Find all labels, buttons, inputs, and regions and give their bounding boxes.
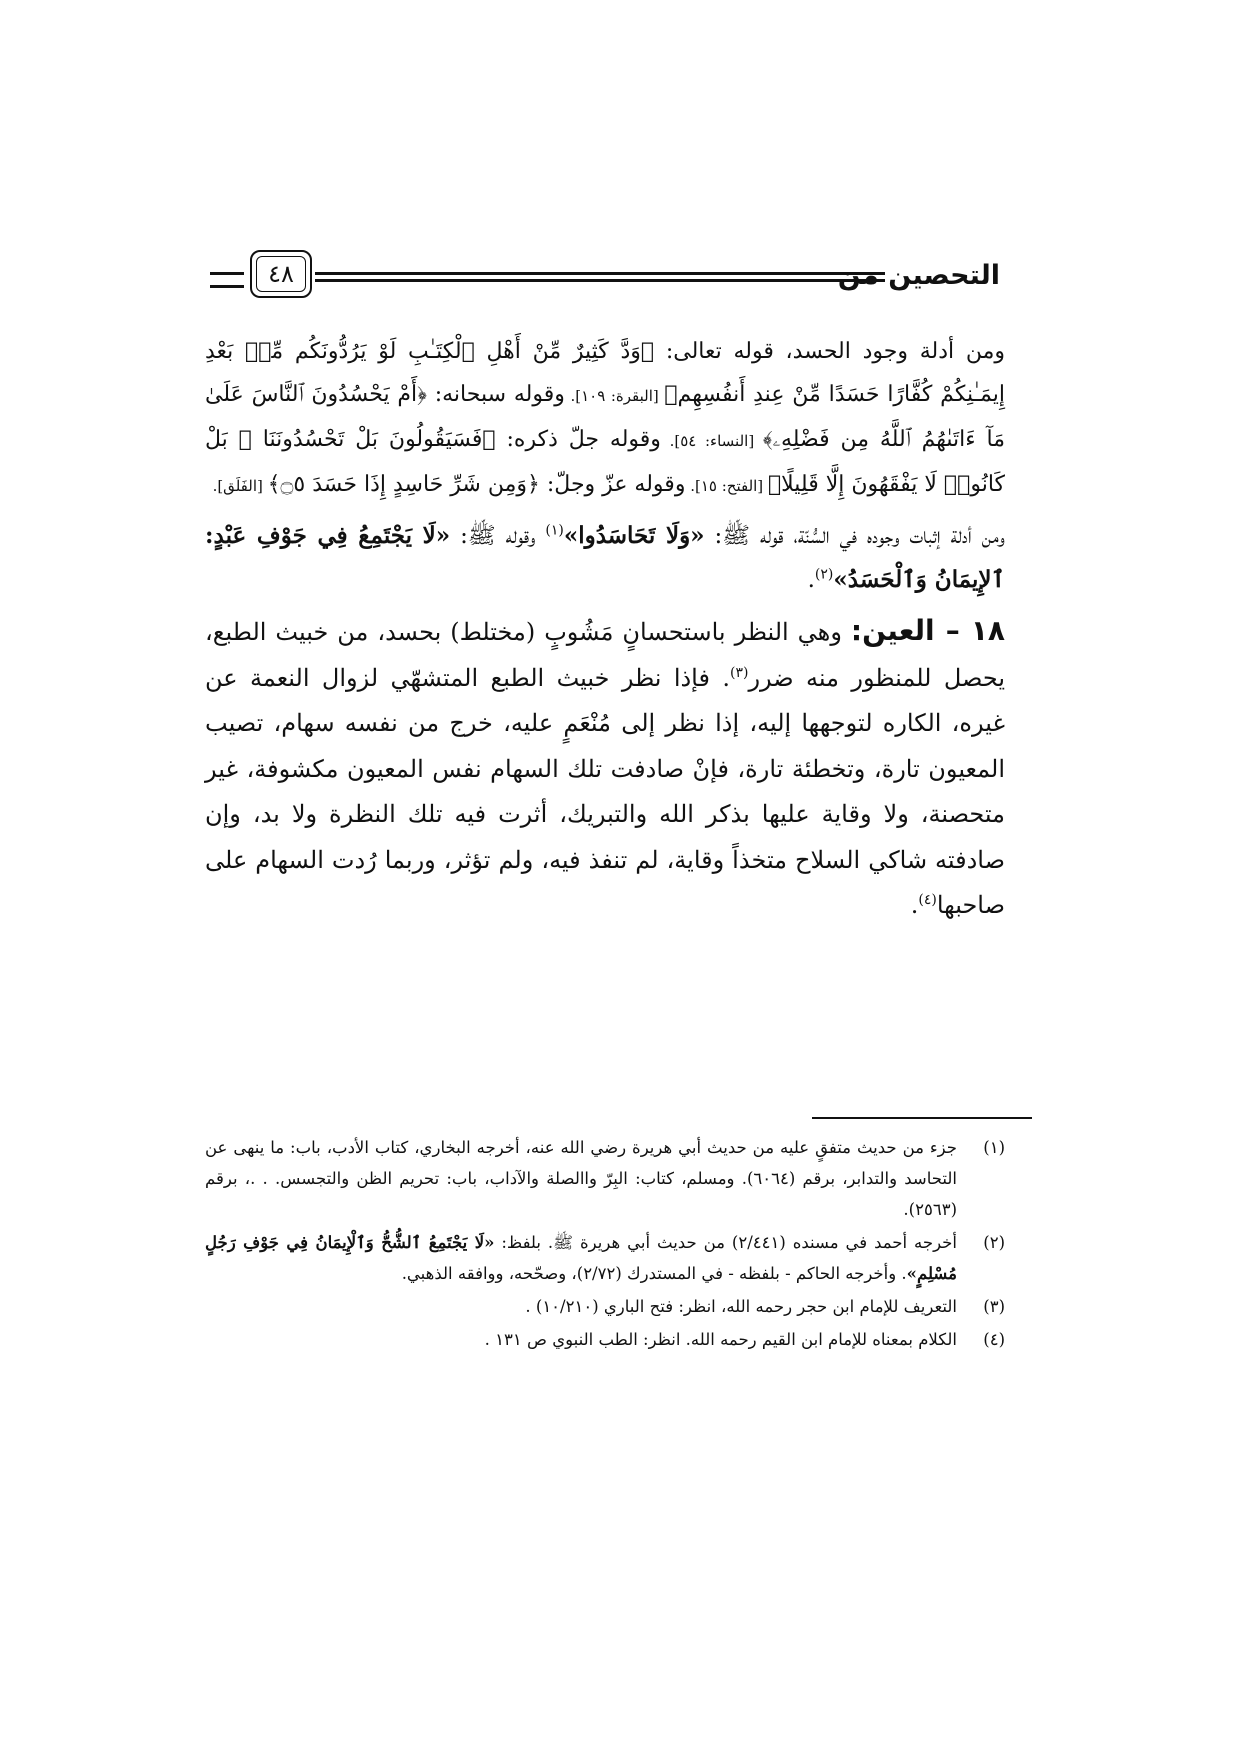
footnote-text xyxy=(205,1291,957,1322)
page-number: ٤٨ xyxy=(268,260,294,288)
footnote-number: (٢) xyxy=(983,1233,1005,1252)
footnote-marker: (٣) xyxy=(729,664,749,681)
footnote-number: (١) xyxy=(983,1138,1005,1157)
text-segment: ومن أدلة إثبات وجوده في السُّنّة، قوله ﷺ: xyxy=(704,523,1005,549)
verse-reference: [الفتح: ١٥]. xyxy=(685,477,768,495)
hadith-quote: «لَا يَجْتَمِعُ فِي جَوْفِ عَبْدٍ: ٱلإِيمَانُ وَٱلْحَسَدُ» xyxy=(205,522,1005,593)
footnote-text xyxy=(205,1132,957,1225)
running-title: التحصين من xyxy=(837,260,1000,291)
footnote-hadith-quote: «لَا يَجْتَمِعُ ٱلشُّحُّ وَٱلْإِيمَانُ فِي جَوْفِ رَجُلٍ مُسْلِمٍ» xyxy=(205,1233,957,1283)
footnote-marker: (١) xyxy=(545,522,564,539)
verse-reference: [النساء: ٥٤]. xyxy=(660,432,763,450)
footnote-separator xyxy=(812,1117,1032,1119)
page-number-frame xyxy=(250,250,312,298)
paragraph-sunnah-evidence xyxy=(205,514,1005,602)
footnote-text-segment: جزء من حديث متفقٍ عليه من حديث أبي هريرة رضي الله عنه، أخرجه البخاري، كتاب الأدب، باب: ما ينهى عن التحاسد والتدابر، برقم (٦٠٦٤). ومسلم، كتاب: البِرّ واالصلة والآداب، باب: تحريم الظن والتجسس. . .، برقم (٢٥٦٣). xyxy=(205,1138,957,1219)
text-segment: . xyxy=(807,567,815,593)
text-segment: ومن أدلة وجود الحسد، قوله تعالى: xyxy=(654,339,1005,364)
verse-reference: [البقرة: ١٠٩]. xyxy=(564,387,665,405)
text-segment: وقوله جلّ ذكره: xyxy=(495,427,661,452)
paragraph-quran-evidence xyxy=(205,330,1005,508)
footnote-number: (٤) xyxy=(983,1330,1005,1349)
quran-verse: ﴿وَدَّ كَثِيرٌ مِّنْ أَهْلِ ٱلْكِتَـٰبِ لَوْ يَرُدُّونَكُم مِّنۢ بَعْدِ إِيمَـٰنِكُمْ كُفَّارًا حَسَدًا مِّنْ عِندِ أَنفُسِهِم﴾ xyxy=(205,339,1006,407)
text-segment: . xyxy=(910,891,919,919)
footnote-text xyxy=(205,1324,957,1355)
quran-verse: ﴿فَسَيَقُولُونَ بَلْ تَحْسُدُونَنَا ۚ بَلْ كَانُوا۟ لَا يَفْقَهُونَ إِلَّا قَلِيلًا﴾ xyxy=(205,427,1005,497)
footnote-number: (٣) xyxy=(983,1297,1005,1316)
footnote-item xyxy=(205,1324,1005,1355)
footnote-text-segment: التعريف للإمام ابن حجر رحمه الله، انظر: فتح الباري (١٠/٢١٠) . xyxy=(525,1297,957,1316)
footnote-item xyxy=(205,1227,1005,1289)
footnote-text-segment: أخرجه أحمد في مسنده (٢/٤٤١) من حديث أبي هريرة ﷺ. بلفظ: xyxy=(494,1233,957,1252)
footnote-marker: (٤) xyxy=(918,892,937,908)
footnote-item xyxy=(205,1291,1005,1322)
hadith-quote: «وَلَا تَحَاسَدُوا» xyxy=(563,522,705,549)
footnote-text xyxy=(205,1227,957,1289)
footnote-marker: (٢) xyxy=(814,566,834,583)
header-long-rule xyxy=(315,272,885,282)
page-header xyxy=(210,250,1000,306)
text-segment: وقوله عزّ وجلّ: xyxy=(539,472,686,497)
footnote-item xyxy=(205,1132,1005,1225)
text-segment: . فإذا نظر خبيث الطبع المتشهّي لزوال النعمة عن غيره، الكاره لتوجهها إليه، إذا نظر إلى مُنْعَمٍ عليه، خرج من نفسه سهام، تصيب المعيون تارة، وتخطئة تارة، فإنْ صادفت تلك السهام نفس المعيون مكشوفة، غير متحصنة، ولا وقاية عليها بذكر الله والتبريك، أثرت فيه تلك النظرة ولا بد، وإن صادفته شاكي السلاح متخذاً وقاية، لم تنفذ فيه، ولم تؤثر، وربما رُدت السهام على صاحبها xyxy=(205,663,1006,919)
section-number: ١٨ – xyxy=(934,614,1006,647)
verse-reference: [الفَلَق]. xyxy=(212,477,268,495)
quran-verse: ﴿أَمْ يَحْسُدُونَ ٱلنَّاسَ عَلَىٰ مَآ ءَاتَىٰهُمُ ٱللَّهُ مِن فَضْلِهِۦ﴾ xyxy=(205,382,1006,452)
footnote-text-segment: . وأخرجه الحاكم - بلفظه - في المستدرك (٢/٧٢)، وصحّحه، ووافقه الذهبي. xyxy=(401,1264,907,1283)
paragraph-evil-eye xyxy=(205,608,1005,929)
text-segment: وقوله سبحانه: xyxy=(426,382,565,407)
header-short-rule xyxy=(210,272,244,288)
footnotes xyxy=(205,1132,1005,1357)
text-segment: وهي النظر باستحسانٍ مَشُوبٍ (مختلط) بحسد، من خبيث الطبع، يحصل للمنظور منه ضرر xyxy=(205,618,1005,692)
footnote-text-segment: الكلام بمعناه للإمام ابن القيم رحمه الله. انظر: الطب النبوي ص ١٣١ . xyxy=(484,1330,957,1349)
section-term: العين: xyxy=(850,614,935,647)
main-text xyxy=(205,330,1005,929)
quran-verse: ﴿وَمِن شَرِّ حَاسِدٍ إِذَا حَسَدَ ۝٥﴾ xyxy=(267,472,540,497)
text-segment: وقوله ﷺ: xyxy=(450,523,546,549)
